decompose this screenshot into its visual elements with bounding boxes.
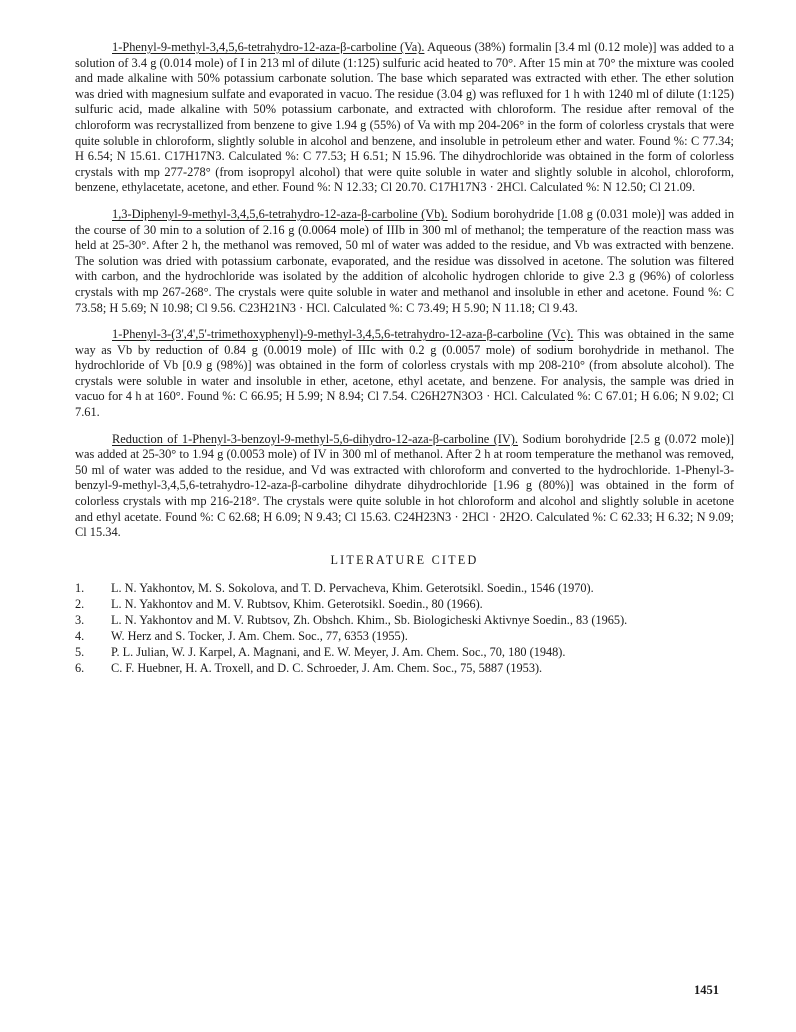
reference-number: 6. xyxy=(75,660,85,675)
reference-item xyxy=(75,644,734,660)
paragraph-vb xyxy=(75,207,734,316)
page-number: 1451 xyxy=(694,983,719,997)
reference-number: 4. xyxy=(75,628,85,643)
reference-number: 2. xyxy=(75,596,85,611)
paragraph-vc-body: This was obtained in the same way as Vb by reduction of 0.84 g (0.0019 mole) of IIIc with 0.2 g (0.0057 mole) of sodium borohydride in methanol. The hydrochloride of Vb [0.9 g (98%)] was obtained in the form of colorless crystals with mp 208-210° (from absolute alcohol). The crystals were soluble in water and insoluble in ether, acetone, ethyl acetate, and benzene. For analysis, the sample was dried in vacuo for 4 h at 160°. Found %: C 66.95; H 5.99; N 8.94; Cl 7.54. C26H27N3O3 · HCl. Calculated %: C 67.01; H 6.06; N 9.02; Cl 7.61. xyxy=(75,327,734,420)
reference-item xyxy=(75,580,734,596)
paragraph-va-body: Aqueous (38%) formalin [3.4 ml (0.12 mole)] was added to a solution of 3.4 g (0.014 mole) of I in 213 ml of dilute (1:125) sulfuric acid heated to 70°. After 15 min at 70° the mixture was cooled and made alkaline with 50% potassium carbonate solution. The base which separated was extracted with ether. The ether solution was dried with magnesium sulfate and evaporated in vacuo. The residue (3.04 g) was refluxed for 1 h with 1240 ml of dilute (1:125) sulfuric acid, made alkaline with 50% potassium carbonate, and extracted with chloroform. The residue after removal of the chloroform was recrystallized from benzene to give 1.94 g (55%) of Va with mp 204-206° in the form of colorless crystals that were quite soluble in chloroform, slightly soluble in alcohol and benzene, and insoluble in petroleum ether and water. Found %: C 77.34; H 6.54; N 15.61. C17H17N3. Calculated %: C 77.53; H 6.51; N 15.96. The dihydrochloride was obtained in the form of colorless crystals with mp 277-278° (from isopropyl alcohol) that were quite soluble in water and slightly soluble in alcohol, chloroform, benzene, ethylacetate, acetone, and ether. Found %: N 12.33; Cl 20.70. C17H17N3 · 2HCl. Calculated %: N 12.50; Cl 21.09. xyxy=(75,40,734,195)
reference-item xyxy=(75,628,734,644)
paragraph-iv-title: Reduction of 1-Phenyl-3-benzoyl-9-methyl-5,6-dihydro-12-aza-β-carboline (IV). xyxy=(112,431,519,446)
paragraph-va xyxy=(75,40,734,196)
reference-text: L. N. Yakhontov and M. V. Rubtsov, Khim. Geterotsikl. Soedin., 80 (1966). xyxy=(111,596,483,611)
reference-number: 1. xyxy=(75,580,85,595)
reference-number: 3. xyxy=(75,612,85,627)
reference-item xyxy=(75,612,734,628)
paragraph-va-title: 1-Phenyl-9-methyl-3,4,5,6-tetrahydro-12-aza-β-carboline (Va). xyxy=(112,40,425,54)
reference-list xyxy=(75,580,734,676)
paragraph-vb-body: Sodium borohydride [1.08 g (0.031 mole)] was added in the course of 30 min to a solution of 2.16 g (0.0064 mole) of IIIb in 300 ml of methanol; the temperature of the reaction mass was held at 25-30°. After 2 h, the methanol was removed, 50 ml of water was added to the residue, and Vb was extracted with benzene. The solution was dried with potassium carbonate, evaporated, and the residue was dissolved in acetone. The solution was filtered with carbon, and the hydrochloride was isolated by the addition of alcoholic hydrogen chloride to give 2.3 g (96%) of colorless crystals with mp 267-268°. The crystals were quite soluble in water and methanol and insoluble in ether and acetone. Found %: C 73.58; H 5.69; N 10.98; Cl 9.56. C23H21N3 · HCl. Calculated %: C 73.49; H 5.90; N 11.18; Cl 9.43. xyxy=(75,206,735,315)
paragraph-iv xyxy=(75,432,734,541)
reference-item xyxy=(75,596,734,612)
reference-text: L. N. Yakhontov and M. V. Rubtsov, Zh. Obshch. Khim., Sb. Biologicheski Aktivnye Soedin., 83 (1965). xyxy=(111,612,628,627)
reference-number: 5. xyxy=(75,644,85,659)
paragraph-vc xyxy=(75,327,734,421)
literature-cited-heading: LITERATURE CITED xyxy=(330,552,479,567)
paragraph-vb-title: 1,3-Diphenyl-9-methyl-3,4,5,6-tetrahydro-12-aza-β-carboline (Vb). xyxy=(112,206,448,221)
reference-text: L. N. Yakhontov, M. S. Sokolova, and T. D. Pervacheva, Khim. Geterotsikl. Soedin., 1546 (1970). xyxy=(111,580,594,595)
paragraph-iv-body: Sodium borohydride [2.5 g (0.072 mole)] was added at 25-30° to 1.94 g (0.0053 mole) of IV in 300 ml of methanol. After 2 h at room temperature the methanol was removed, 50 ml of water was added to the residue, and Vd was extracted with chloroform and converted to the hydrochloride. 1-Phenyl-3-benzyl-9-methyl-3,4,5,6-tetrahydro-12-aza-β-carboline dihydrate dihydrochloride [1.96 g (80%)] was obtained in the form of colorless crystals with mp 216-218°. The crystals were quite soluble in hot chloroform and alcohol and slightly soluble in acetone and ethyl acetate. Found %: C 62.68; H 6.09; N 9.43; Cl 15.63. C24H23N3 · 2HCl · 2H2O. Calculated %: C 62.33; H 6.32; N 9.09; Cl 15.34. xyxy=(75,431,734,540)
reference-text: W. Herz and S. Tocker, J. Am. Chem. Soc., 77, 6353 (1955). xyxy=(111,628,408,643)
reference-item xyxy=(75,660,734,676)
paragraph-vc-title: 1-Phenyl-3-(3',4',5'-trimethoxyphenyl)-9-methyl-3,4,5,6-tetrahydro-12-aza-β-carboline (Vc). xyxy=(112,327,574,342)
reference-text: P. L. Julian, W. J. Karpel, A. Magnani, and E. W. Meyer, J. Am. Chem. Soc., 70, 180 (1948). xyxy=(111,644,566,659)
reference-text: C. F. Huebner, H. A. Troxell, and D. C. Schroeder, J. Am. Chem. Soc., 75, 5887 (1953). xyxy=(111,660,543,675)
